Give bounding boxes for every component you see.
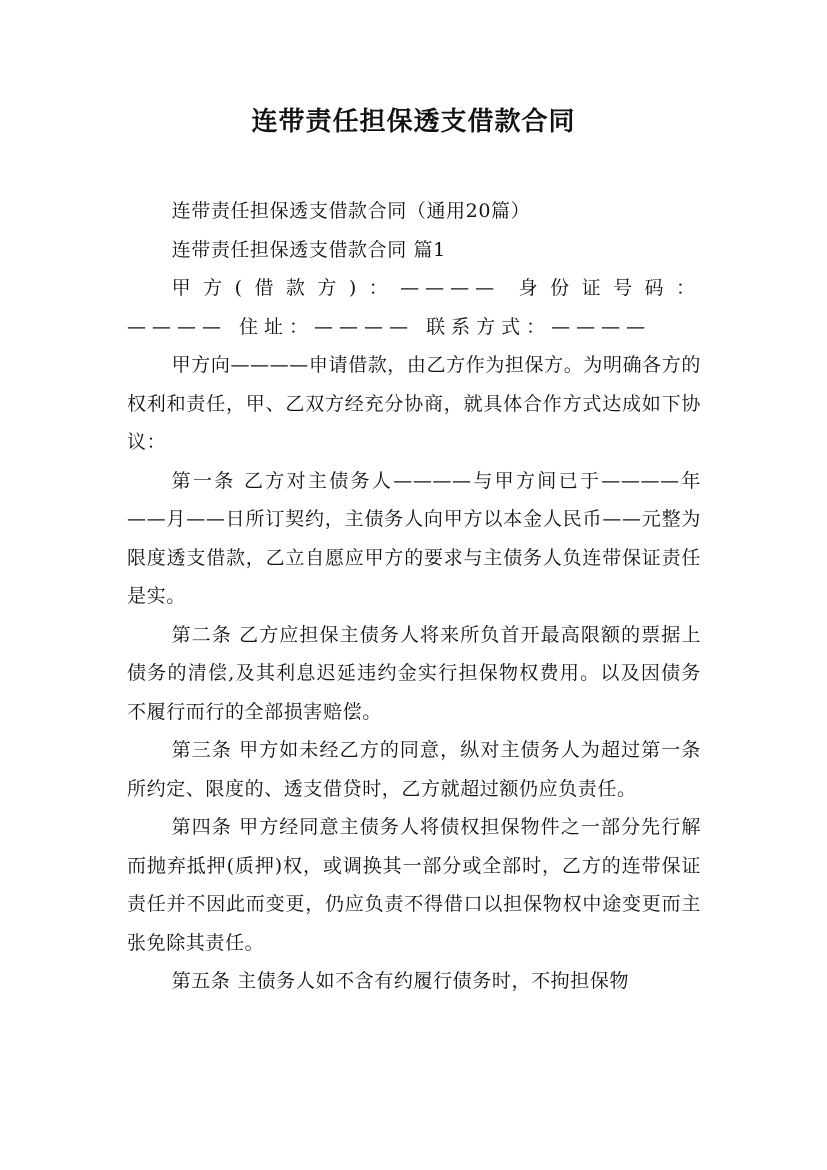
document-title: 连带责任担保透支借款合同 — [251, 107, 576, 137]
paragraph-article-3: 第三条 甲方如未经乙方的同意，纵对主债务人为超过第一条所约定、限度的、透支借贷时，乙方就超过额仍应负责任。 — [127, 739, 701, 800]
paragraph-article-1: 第一条 乙方对主债务人————与甲方间已于————年——月——日所订契约，主债务人向甲方以本金人民币——元整为限度透支借款，乙立自愿应甲方的要求与主债务人负连带保证责任是实。 — [127, 469, 701, 607]
paragraph-article-2: 第二条 乙方应担保主债务人将来所负首开最高限额的票据上债务的清偿,及其利息迟延违约金实行担保物权费用。以及因债务不履行而行的全部损害赔偿。 — [127, 623, 701, 723]
paragraph-subtitle: 连带责任担保透支借款合同（通用20篇） — [171, 200, 531, 222]
document-body — [127, 192, 701, 1001]
paragraph-article-5: 第五条 主债务人如不含有约履行债务时，不拘担保物 — [171, 970, 630, 992]
paragraph-article-4: 第四条 甲方经同意主债务人将债权担保物件之一部分先行解而抛弃抵押(质押)权，或调换其一部分或全部时，乙方的连带保证责任并不因此而变更，仍应负责不得借口以担保物权中途变更而主张免除其责任。 — [127, 816, 701, 954]
paragraph-preamble: 甲方向————申请借款，由乙方作为担保方。为明确各方的权利和责任，甲、乙双方经充分协商，就具体合作方式达成如下协议： — [127, 354, 701, 453]
paragraph-section-heading: 连带责任担保透支借款合同 篇1 — [171, 238, 446, 261]
paragraph-party-a-info: 甲方(借款方)：———— 身份证号码：———— 住址：———— 联系方式：———— — [127, 277, 701, 338]
